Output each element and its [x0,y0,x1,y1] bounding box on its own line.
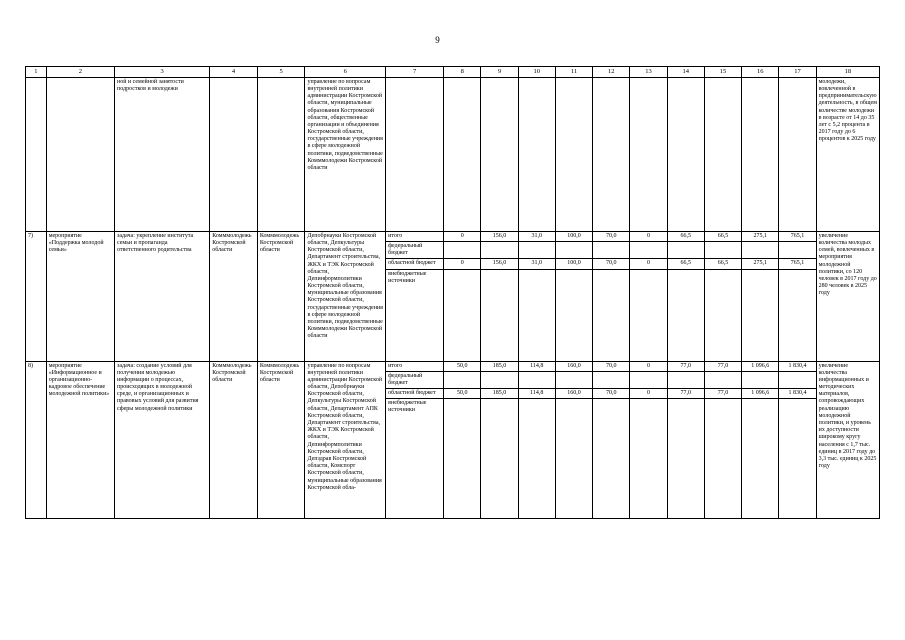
value-cell: 114,8 [518,361,555,371]
value-cell [518,399,555,519]
value-cell [518,241,555,258]
value-cell: 77,0 [667,361,704,371]
table-row [26,361,880,371]
value-cell: 66,5 [667,259,704,269]
column-number: 10 [518,67,555,78]
value-cell [555,399,592,519]
column-number: 15 [704,67,741,78]
column-number: 13 [630,67,667,78]
value-cell: 1 830,4 [779,361,816,371]
value-cell [742,371,779,388]
coexecutors-cell: управление по вопросам внутренней политики администрации Костромской области, Депобрнауки Костромской области, Депкультуры Костромской области, Департамент АПК Костромской области, Департамент строительства, ЖКХ и ТЭК Костромской области, Депинформполитики Костромской области, Депздрав Костромской области, Комспорт Костромской области, муниципальные образования Костромской обла- [305,361,386,519]
value-cell [593,241,630,258]
value-cell [555,241,592,258]
value-cell: 275,1 [742,231,779,241]
column-number: 3 [115,67,210,78]
executor-cell: Комммолодежь Костромской области [257,361,305,519]
source-label: внебюджетные источники [386,269,444,361]
value-cell [444,269,481,361]
value-cell [444,371,481,388]
value-cell: 0 [630,361,667,371]
activity-name: мероприятие «Информационное и организационно-кадровое обеспечение молодежной политики» [46,361,114,519]
value-cell [555,269,592,361]
result-cell: увеличение количества информационных и методических материалов, сопровождающих реализацию молодежной политики, и уровень их доступности широкому кругу населения с 1,7 тыс. единиц в 2017 году до 3,3 тыс. единиц к 2025 году [816,361,879,519]
value-cell [667,371,704,388]
source-label: областной бюджет [386,389,444,399]
value-cell [704,371,741,388]
value-cell [667,241,704,258]
value-cell: 77,0 [704,361,741,371]
value-cell [481,241,518,258]
task-cell: задача: укрепление института семьи и пропаганда ответственного родительства [115,231,210,361]
source-label: федеральный бюджет [386,371,444,388]
column-number: 11 [555,67,592,78]
column-number: 6 [305,67,386,78]
column-number: 12 [593,67,630,78]
column-number: 17 [779,67,816,78]
value-cell: 0 [630,389,667,399]
value-cell [667,269,704,361]
value-cell: 0 [630,231,667,241]
column-number: 4 [210,67,258,78]
coexecutors-cell: управление по вопросам внутренней политики администрации Костромской области, муниципальные образования Костромской области, общественные организации и объединения Костромской области, государственные учреждения в сфере молодежной политики, подведомственные Комммолодежи Костромской области [305,77,386,231]
source-label: внебюджетные источники [386,399,444,519]
activity-name: мероприятие «Поддержка молодой семьи» [46,231,114,361]
coexecutors-cell: Депобрнауки Костромской области, Депкультуры Костромской области, Департамент строительства, ЖКХ и ТЭК Костромской области, Депинформполитики Костромской области, муниципальные образования Костромской области, государственные учреждения в сфере молодежной политики, подведомственные Комммолодежи Костромской области [305,231,386,361]
value-cell: 275,1 [742,259,779,269]
value-cell: 31,0 [518,259,555,269]
value-cell: 765,1 [779,231,816,241]
value-cell: 0 [630,259,667,269]
value-cell: 0 [444,259,481,269]
executor-cell: Комммолодежь Костромской области [257,231,305,361]
value-cell [630,241,667,258]
value-cell: 0 [444,231,481,241]
value-cell [779,269,816,361]
source-label: областной бюджет [386,259,444,269]
value-cell [742,269,779,361]
value-cell: 765,1 [779,259,816,269]
column-number: 7 [386,67,444,78]
value-cell: 50,0 [444,361,481,371]
row-number: 7) [26,231,47,361]
column-number: 5 [257,67,305,78]
value-cell [630,399,667,519]
value-cell: 160,0 [555,361,592,371]
result-cell: увеличение количества молодых семей, вовлеченных в мероприятия молодежной политики, со 120 человек в 2017 году до 280 человек в 2025 году [816,231,879,361]
column-number: 2 [46,67,114,78]
row-number: 8) [26,361,47,519]
column-number: 1 [26,67,47,78]
value-cell: 66,5 [667,231,704,241]
value-cell [779,371,816,388]
value-cell [518,371,555,388]
value-cell [444,241,481,258]
value-cell: 185,0 [481,361,518,371]
column-number-row [26,67,880,78]
value-cell: 100,0 [555,231,592,241]
value-cell: 31,0 [518,231,555,241]
value-cell: 77,0 [704,389,741,399]
continuation-row [26,77,880,231]
value-cell [742,399,779,519]
value-cell: 1 830,4 [779,389,816,399]
value-cell [630,269,667,361]
column-number: 9 [481,67,518,78]
column-number: 18 [816,67,879,78]
value-cell: 156,0 [481,231,518,241]
value-cell: 70,0 [593,389,630,399]
value-cell: 70,0 [593,259,630,269]
value-cell: 1 096,6 [742,361,779,371]
value-cell [593,399,630,519]
value-cell: 66,5 [704,259,741,269]
value-cell: 77,0 [667,389,704,399]
task-cell: задача: создание условий для получения молодежью информации о процессах, происходящих в молодежной среде, и организационных и правовых условий для развития сферы молодежной политики [115,361,210,519]
source-label: итого [386,361,444,371]
value-cell: 156,0 [481,259,518,269]
task-cell: ной и семейной занятости подростков и молодежи [115,77,210,231]
value-cell [704,399,741,519]
value-cell [779,399,816,519]
source-label: итого [386,231,444,241]
table-row [26,231,880,241]
value-cell [555,371,592,388]
value-cell [593,371,630,388]
value-cell [667,399,704,519]
value-cell: 100,0 [555,259,592,269]
value-cell [593,269,630,361]
value-cell [742,241,779,258]
value-cell [481,269,518,361]
value-cell: 70,0 [593,361,630,371]
value-cell [704,241,741,258]
source-label: федеральный бюджет [386,241,444,258]
column-number: 14 [667,67,704,78]
value-cell [779,241,816,258]
value-cell: 114,8 [518,389,555,399]
result-cell: молодежи, вовлеченной в предпринимательскую деятельность, в общем количестве молодежи в возрасте от 14 до 35 лет с 5,2 процента в 2017 году до 6 процентов к 2025 году [816,77,879,231]
program-table [25,66,880,519]
value-cell [518,269,555,361]
value-cell [444,399,481,519]
column-number: 8 [444,67,481,78]
value-cell: 185,0 [481,389,518,399]
page-number: 9 [435,35,440,45]
value-cell: 1 096,6 [742,389,779,399]
responsible-cell: Комммолодежь Костромской области [210,361,258,519]
value-cell: 66,5 [704,231,741,241]
responsible-cell: Комммолодежь Костромской области [210,231,258,361]
value-cell [481,371,518,388]
column-number: 16 [742,67,779,78]
value-cell [630,371,667,388]
value-cell: 50,0 [444,389,481,399]
value-cell: 70,0 [593,231,630,241]
value-cell [704,269,741,361]
value-cell [481,399,518,519]
value-cell: 160,0 [555,389,592,399]
